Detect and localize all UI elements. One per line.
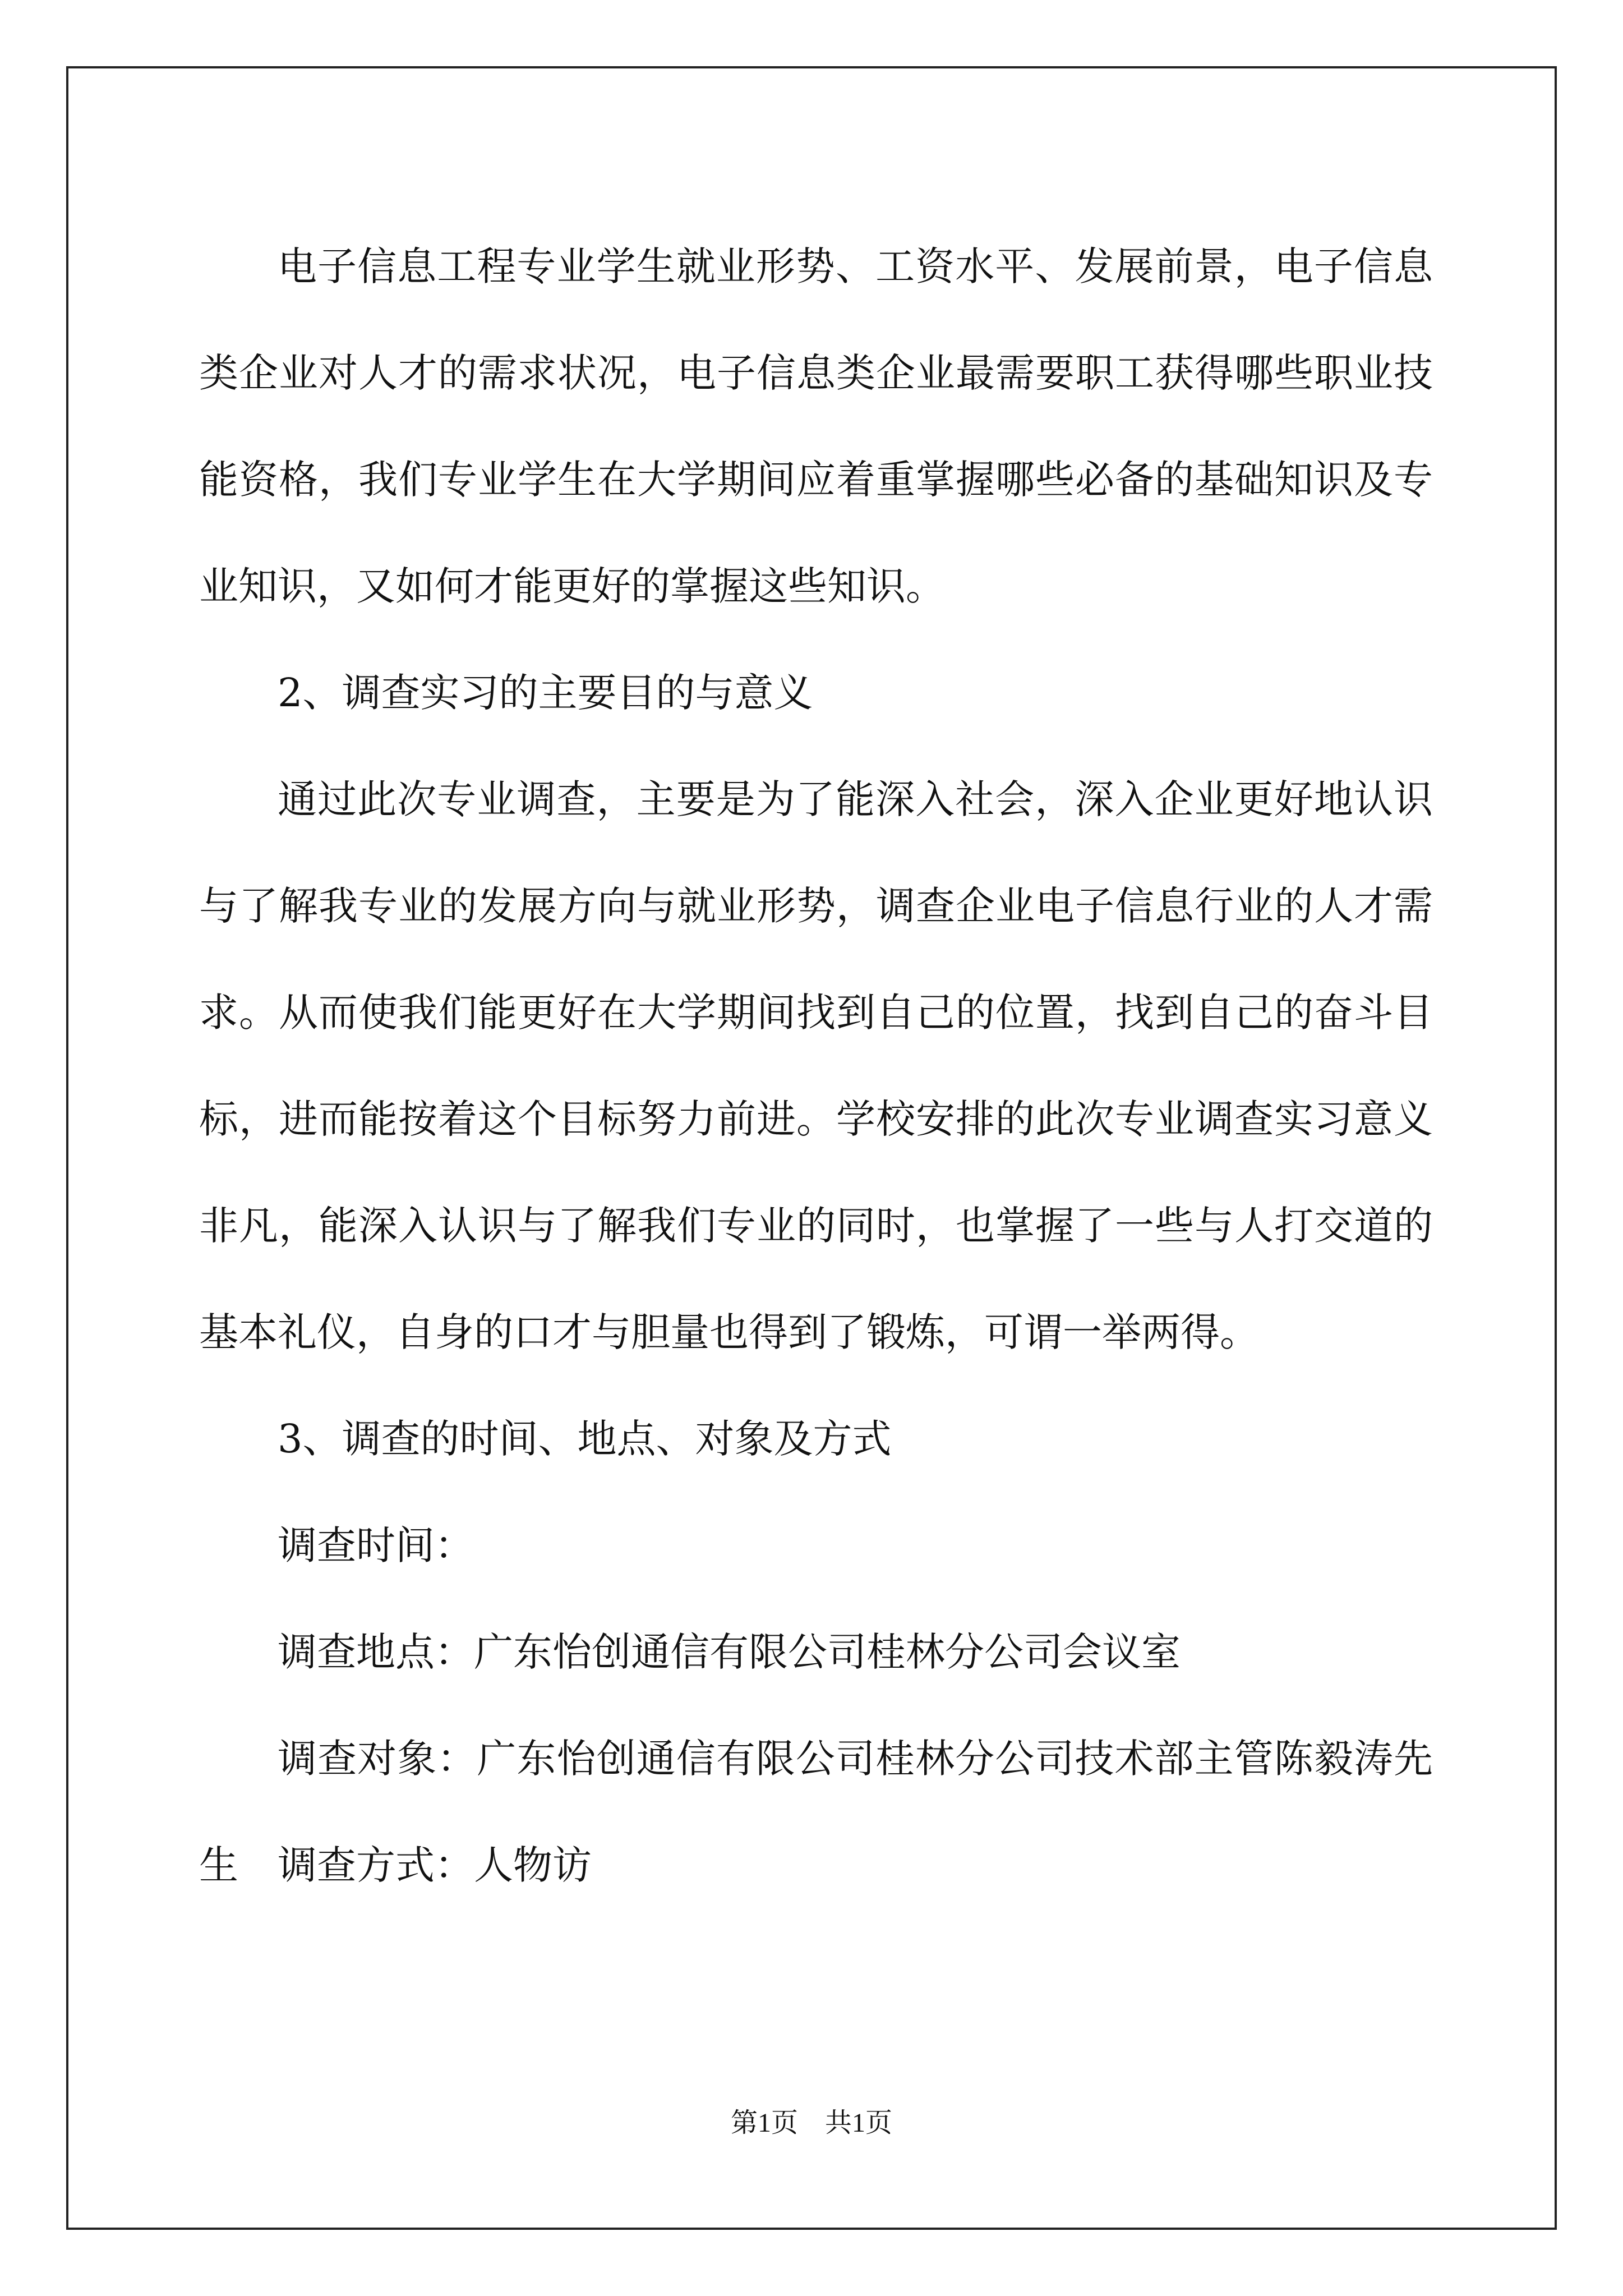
heading-survey-details: 3、调查的时间、地点、对象及方式 xyxy=(278,1416,892,1462)
page-footer: 第1页 共1页 xyxy=(730,2108,892,2138)
survey-subject: 调查对象：广东怡创通信有限公司桂林分公司技术部主管陈毅涛先生 调查方式：人物访 xyxy=(199,1736,1433,1888)
survey-location: 调查地点：广东怡创通信有限公司桂林分公司会议室 xyxy=(278,1629,1181,1675)
paragraph-purpose: 通过此次专业调查，主要是为了能深入社会，深入企业更好地认识与了解我专业的发展方向与就业形势，调查企业电子信息行业的人才需求。从而使我们能更好在大学期间找到自己的位置，找到自己的奋斗目标，进而能按着这个目标努力前进。学校安排的此次专业调查实习意义非凡，能深入认识与了解我们专业的同时，也掌握了一些与人打交道的基本礼仪，自身的口才与胆量也得到了锻炼，可谓一举两得。 xyxy=(199,776,1433,1355)
heading-purpose: 2、调查实习的主要目的与意义 xyxy=(278,670,813,716)
paragraph-intro: 电子信息工程专业学生就业形势、工资水平、发展前景，电子信息类企业对人才的需求状况，电子信息类企业最需要职工获得哪些职业技能资格，我们专业学生在大学期间应着重掌握哪些必备的基础知识及专业知识，又如何才能更好的掌握这些知识。 xyxy=(199,243,1433,609)
survey-time: 调查时间： xyxy=(278,1522,474,1568)
document-body xyxy=(199,213,1433,1918)
